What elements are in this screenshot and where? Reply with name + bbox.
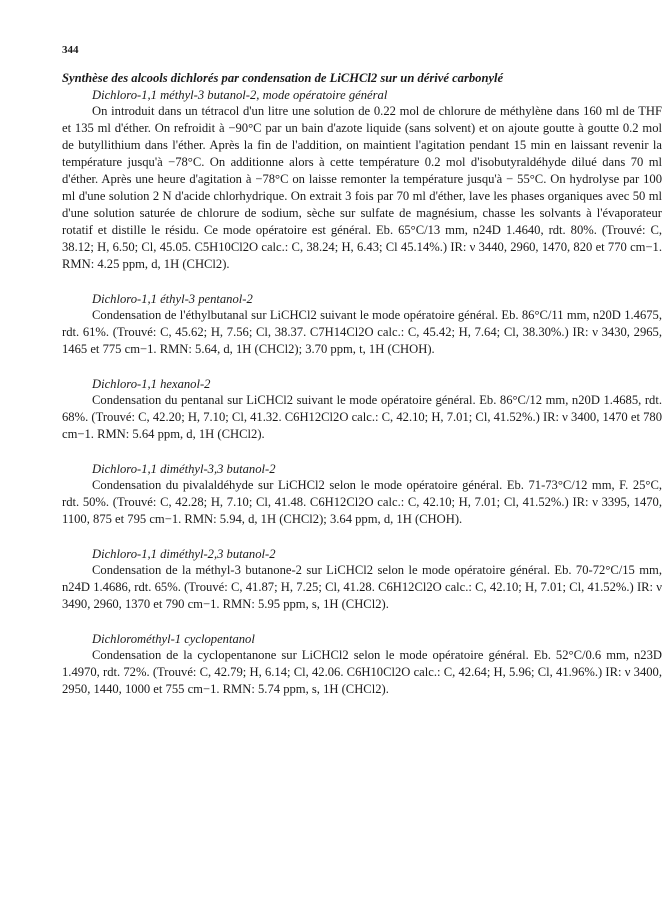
entry-title: Dichloro-1,1 hexanol-2 <box>92 377 211 391</box>
entry-text: On introduit dans un tétracol d'un litre une solution de 0.22 mol de chlorure de méthylène dans 160 ml de THF et 135 ml d'éther. On refroidit à −90°C par un bain d'azote liquide (sans solvent) et on ajoute goutte à goutte 0.2 mol de butyllithium dans l'éther. Après la fin de l'addition, on maintient l'agitation pendant 15 min en laissant revenir la température jusqu'à −78°C. On additionne alors à cette température 0.2 mol d'isobutyraldéhyde dilué dans 70 ml d'éther. Après une heure d'agitation à −78°C on laisse remonter la température jusqu'à − 55°C. On hydrolyse par 100 ml d'une solution 2 N d'acide chlorhydrique. On extrait 3 fois par 70 ml d'éther, lave les phases organiques avec 50 ml d'une solution saturée de chlorure de sodium, sèche sur sulfate de magnésium, chasse les solvants à l'évaporateur rotatif et distille le résidu. Ce mode opératoire est général. Eb. 65°C/13 mm, n24D 1.4640, rdt. 80%. (Trouvé: C, 38.12; H, 6.50; Cl, 45.05. C5H10Cl2O calc.: C, 38.24; H, 6.43; Cl 45.14%.) IR: ν 3440, 2960, 1470, 820 et 770 cm−1. RMN: 4.25 ppm, d, 1H (CHCl2). <box>62 104 662 271</box>
entry-text: Condensation de la cyclopentanone sur LiCHCl2 selon le mode opératoire général. Eb. 52°C/0.6 mm, n23D 1.4970, rdt. 72%. (Trouvé: C, 42.79; H, 6.14; Cl, 42.06. C6H10Cl2O calc.: C, 42.64; H, 5.96; Cl, 41.96%.) IR: ν 3400, 2950, 1440, 1000 et 755 cm−1. RMN: 5.74 ppm, s, 1H (CHCl2). <box>62 648 662 696</box>
page-number: 344 <box>62 44 79 56</box>
section-heading: Synthèse des alcools dichlorés par condensation de LiCHCl2 sur un dérivé carbonylé <box>62 71 504 85</box>
entry-ethyl-pentanol <box>62 291 662 358</box>
entry-cyclopentanol <box>62 631 662 698</box>
entry-title: Dichloro-1,1 méthyl-3 butanol-2, mode opératoire général <box>92 88 388 102</box>
entry-title: Dichloro-1,1 diméthyl-2,3 butanol-2 <box>92 547 276 561</box>
entry-dimethyl-33-butanol <box>62 461 662 528</box>
entry-text: Condensation du pivalaldéhyde sur LiCHCl2 selon le mode opératoire général. Eb. 71-73°C/12 mm, F. 25°C, rdt. 50%. (Trouvé: C, 42.28; H, 7.10; Cl, 41.48. C6H12Cl2O calc.: C, 42.10; H, 7.01; Cl, 41.52%.) IR: ν 3395, 1470, 1100, 875 et 795 cm−1. RMN: 5.94, d, 1H (CHCl2); 3.64 ppm, d, 1H (CHOH). <box>62 478 662 526</box>
entry-text: Condensation de l'éthylbutanal sur LiCHCl2 suivant le mode opératoire général. Eb. 86°C/11 mm, n20D 1.4675, rdt. 61%. (Trouvé: C, 45.62; H, 7.56; Cl, 38.37. C7H14Cl2O calc.: C, 45.42; H, 7.64; Cl, 38.30%.) IR: ν 3430, 2965, 1465 et 775 cm−1. RMN: 5.64, d, 1H (CHCl2); 3.70 ppm, t, 1H (CHOH). <box>62 308 662 356</box>
entry-title: Dichloro-1,1 diméthyl-3,3 butanol-2 <box>92 462 276 476</box>
entry-text: Condensation du pentanal sur LiCHCl2 suivant le mode opératoire général. Eb. 86°C/12 mm, n20D 1.4685, rdt. 68%. (Trouvé: C, 42.20; H, 7.10; Cl, 41.32. C6H12Cl2O calc.: C, 42.10; H, 7.01; Cl, 41.52%.) IR: ν 3400, 1470 et 780 cm−1. RMN: 5.64 ppm, d, 1H (CHCl2). <box>62 393 662 441</box>
entry-title: Dichloro-1,1 éthyl-3 pentanol-2 <box>92 292 253 306</box>
entry-dimethyl-23-butanol <box>62 546 662 613</box>
entry-text: Condensation de la méthyl-3 butanone-2 sur LiCHCl2 selon le mode opératoire général. Eb. 70-72°C/15 mm, n24D 1.4686, rdt. 65%. (Trouvé: C, 41.87; H, 7.25; Cl, 41.28. C6H12Cl2O calc.: C, 42.10; H, 7.01; Cl, 41.52%.) IR: ν 3490, 2960, 1370 et 790 cm−1. RMN: 5.95 ppm, s, 1H (CHCl2). <box>62 563 662 611</box>
entry-general-procedure <box>62 87 662 273</box>
entry-hexanol <box>62 376 662 443</box>
entry-title: Dichlorométhyl-1 cyclopentanol <box>92 632 255 646</box>
text-column <box>62 70 662 698</box>
